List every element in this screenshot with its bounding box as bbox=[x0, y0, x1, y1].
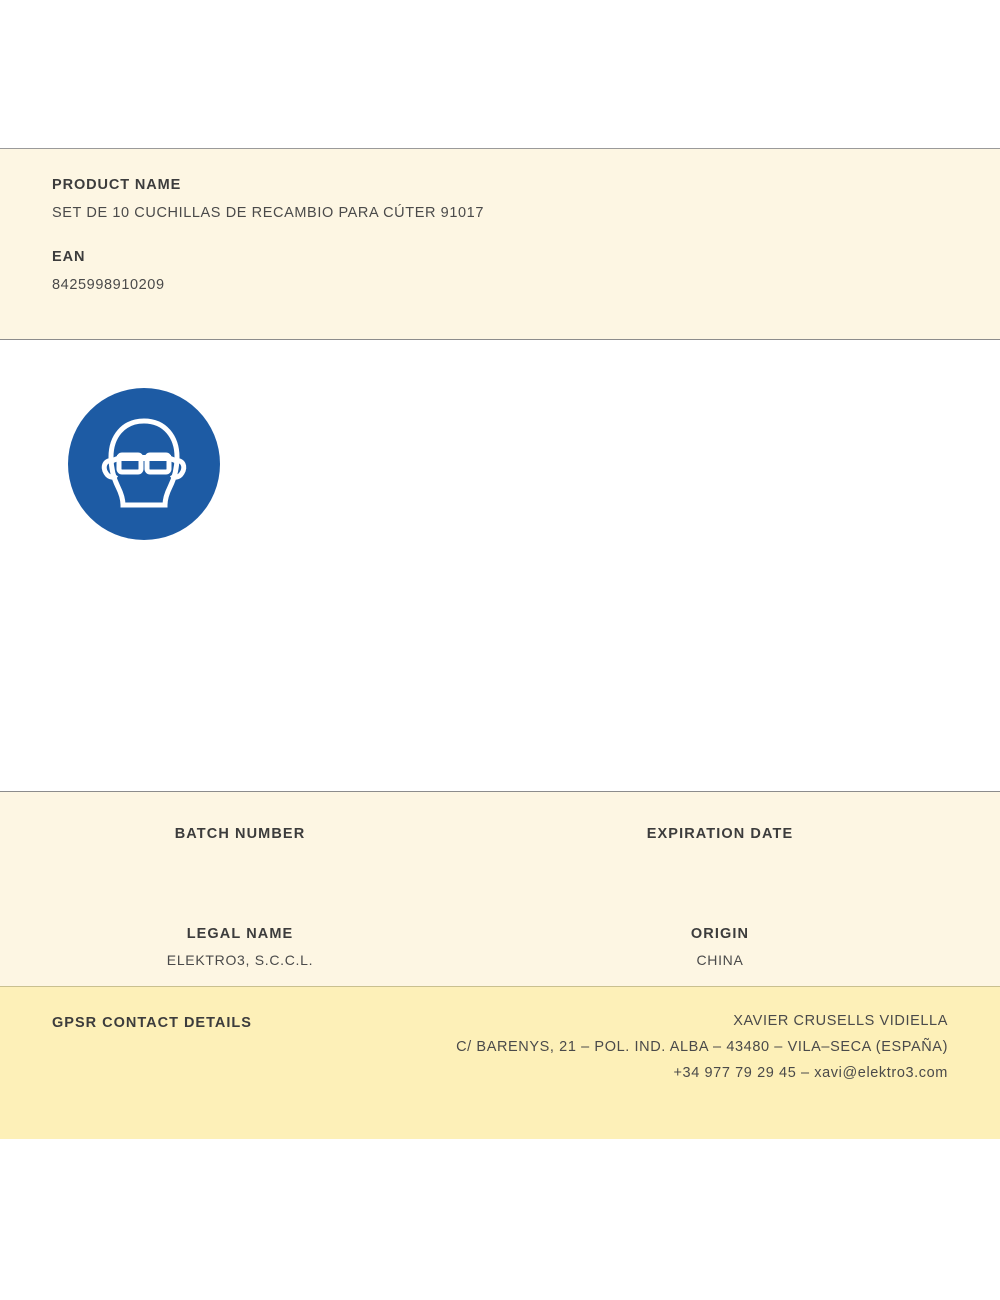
expiration-date-value bbox=[480, 852, 960, 870]
gpsr-contact-details bbox=[456, 1013, 948, 1081]
legal-origin-row bbox=[0, 926, 1000, 970]
origin-value: CHINA bbox=[696, 952, 744, 968]
bottom-margin bbox=[0, 1139, 1000, 1300]
meta-section bbox=[0, 792, 1000, 987]
ean-label: EAN bbox=[52, 249, 86, 265]
batch-expiration-row bbox=[0, 826, 1000, 870]
section-gap bbox=[52, 221, 948, 249]
row-end-spacer-2 bbox=[960, 926, 1000, 970]
gpsr-contact-label: GPSR CONTACT DETAILS bbox=[52, 1015, 252, 1031]
expiration-date-label: EXPIRATION DATE bbox=[646, 826, 794, 842]
wear-eye-protection-icon bbox=[68, 388, 220, 540]
origin-label: ORIGIN bbox=[690, 926, 750, 942]
gpsr-contact-phone-email: +34 977 79 29 45 – xavi@elektro3.com bbox=[673, 1065, 948, 1081]
product-section bbox=[0, 148, 1000, 340]
legal-name-value: ELEKTRO3, S.C.C.L. bbox=[166, 952, 314, 968]
product-name-value: SET DE 10 CUCHILLAS DE RECAMBIO PARA CÚTER 91017 bbox=[52, 205, 484, 221]
batch-number-cell bbox=[0, 826, 480, 870]
gpsr-section bbox=[0, 987, 1000, 1139]
legal-name-label: LEGAL NAME bbox=[186, 926, 294, 942]
gpsr-contact-name: XAVIER CRUSELLS VIDIELLA bbox=[733, 1013, 948, 1029]
pictogram-section bbox=[0, 340, 1000, 792]
batch-number-value bbox=[0, 852, 480, 870]
product-name-label: PRODUCT NAME bbox=[52, 177, 182, 193]
gpsr-contact-address: C/ BARENYS, 21 – POL. IND. ALBA – 43480 – VILA–SECA (ESPAÑA) bbox=[456, 1039, 948, 1055]
batch-number-label: BATCH NUMBER bbox=[174, 826, 306, 842]
ean-value: 8425998910209 bbox=[52, 277, 165, 293]
origin-cell bbox=[480, 926, 960, 970]
row-end-spacer bbox=[960, 826, 1000, 870]
top-margin bbox=[0, 0, 1000, 148]
expiration-date-cell bbox=[480, 826, 960, 870]
legal-name-cell bbox=[0, 926, 480, 970]
